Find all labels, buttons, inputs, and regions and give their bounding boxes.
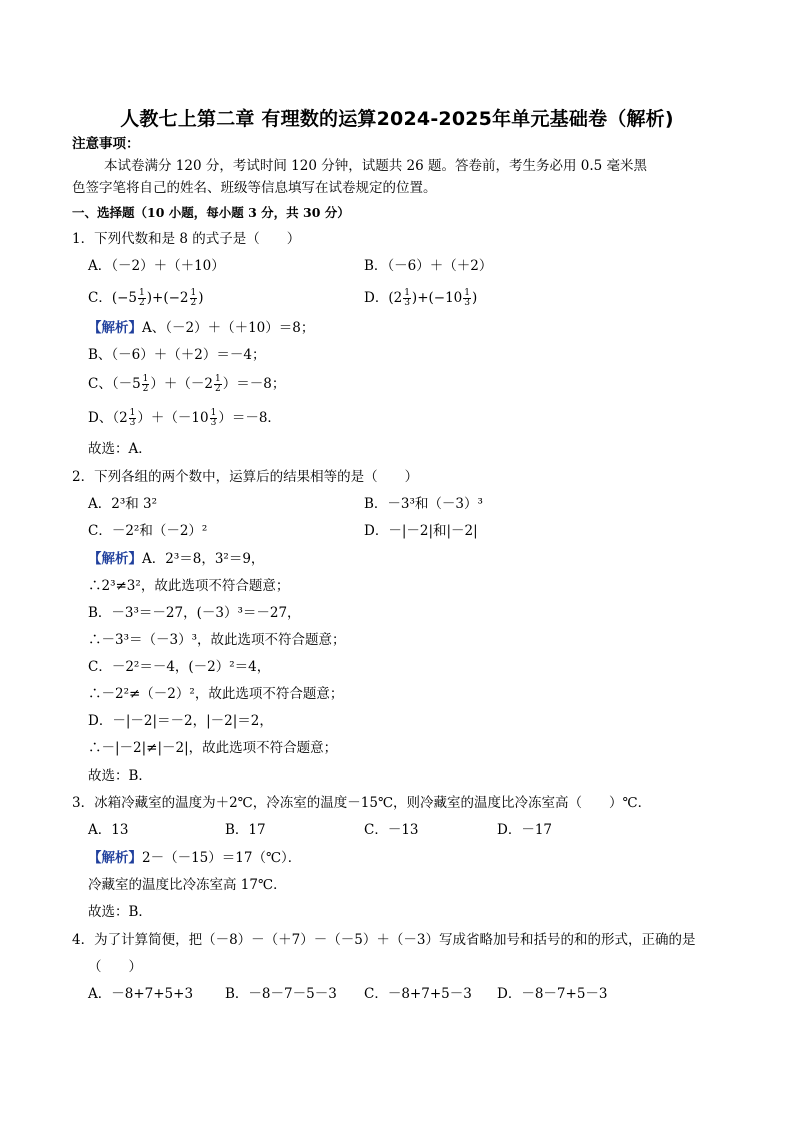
q3-stem: 3．冰箱冷藏室的温度为＋2℃，冷冻室的温度－15℃，则冷藏室的温度比冷冻室高（ ）℃． xyxy=(72,795,652,811)
q1-d-fraction-1: $\frac{1}{3}$ xyxy=(404,288,410,308)
q4-option-d: D．－8－7+5－3 xyxy=(497,986,608,1002)
q3-option-d: D．－17 xyxy=(497,822,553,838)
q1-solution-b: B、（－6）＋（＋2）＝－4； xyxy=(88,347,266,363)
notice-line-2: 色签字笔将自己的姓名、班级等信息填写在试卷规定的位置。 xyxy=(72,180,437,196)
q4-option-c: C．－8+7+5－3 xyxy=(364,986,472,1002)
notice-heading: 注意事项： xyxy=(72,136,140,152)
solution-label: 【解析】 xyxy=(88,320,142,336)
notice-line-1: 本试卷满分 120 分，考试时间 120 分钟，试题共 26 题。答卷前，考生务必用 0.5 毫米黑 xyxy=(104,158,648,174)
q1-option-a: A．（－2）＋（＋10） xyxy=(88,258,225,274)
q3-option-c: C．－13 xyxy=(364,822,419,838)
q2-solution-3: B．－3³＝－27，(－3）³＝－27， xyxy=(88,605,301,621)
q3-answer: 故选：B． xyxy=(88,904,152,920)
q1-option-d: D．(2 $\frac{1}{3}$ )+(−10 $\frac{1}{3}$ ) xyxy=(364,288,478,308)
solution-label: 【解析】 xyxy=(88,551,142,567)
q1-solution-c: C、（－5 $\frac{1}{2}$ ）＋（－2 $\frac{1}{2}$ ）＝－8； xyxy=(88,374,286,394)
q4-stem: 4．为了计算简便，把（－8）－（＋7）－（－5）＋（－3）写成省略加号和括号的和的形式，正确的是 xyxy=(72,932,696,948)
q3-solution-2: 冷藏室的温度比冷冻室高 17℃． xyxy=(88,877,287,893)
q4-option-b: B．－8－7－5－3 xyxy=(225,986,337,1002)
q2-option-b: B．－3³和（－3）³ xyxy=(364,496,483,512)
q2-stem: 2．下列各组的两个数中，运算后的结果相等的是（ ） xyxy=(72,469,419,485)
q1-d-whole-1: (2 xyxy=(388,290,403,306)
q1-answer: 故选：A． xyxy=(88,441,152,457)
solution-label: 【解析】 xyxy=(88,850,142,866)
q2-solution-5: C．－2²＝－4，(－2）²＝4， xyxy=(88,659,271,675)
q2-solution-2: ∴2³≠3²，故此选项不符合题意； xyxy=(88,578,290,594)
q4-stem-paren: （ ） xyxy=(88,959,142,975)
q1-c-whole-1: (−5 xyxy=(111,290,138,306)
q3-option-b: B．17 xyxy=(225,822,266,838)
q1-option-c-prefix: C． xyxy=(88,290,112,306)
q2-solution-1: 【解析】A．2³＝8，3²＝9， xyxy=(88,551,265,567)
q1-d-whole-2: +(−10 xyxy=(417,290,463,306)
q1-option-c: C．(−5 $\frac{1}{2}$ )+(−2 $\frac{1}{2}$ ) xyxy=(88,288,204,308)
q1-solution-d: D、（2 $\frac{1}{3}$ ）＋（－10 $\frac{1}{3}$ ）＝－8． xyxy=(88,408,281,428)
q1-solution-a: 【解析】A、（－2）＋（＋10）＝8； xyxy=(88,320,315,336)
q1-stem: 1．下列代数和是 8 的式子是（ ） xyxy=(72,231,301,247)
q2-solution-6: ∴－2²≠（－2）²，故此选项不符合题意； xyxy=(88,686,344,702)
q3-option-a: A．13 xyxy=(88,822,129,838)
q2-solution-4: ∴－3³＝（－3）³，故此选项不符合题意； xyxy=(88,632,346,648)
q2-answer: 故选：B． xyxy=(88,768,152,784)
q1-option-b: B．（－6）＋（＋2） xyxy=(364,258,493,274)
q4-option-a: A．－8+7+5+3 xyxy=(88,986,194,1002)
q2-solution-7: D．－|－2|＝－2，|－2|＝2， xyxy=(88,713,273,729)
q2-option-d: D．－|－2|和|－2| xyxy=(364,523,478,539)
q1-c-fraction-2: $\frac{1}{2}$ xyxy=(190,288,197,308)
q1-d-fraction-2: $\frac{1}{3}$ xyxy=(464,288,471,308)
q2-option-a: A．2³和 3² xyxy=(88,496,158,512)
q1-c-fraction-1: $\frac{1}{2}$ xyxy=(139,288,145,308)
page-title: 人教七上第二章 有理数的运算2024-2025年单元基础卷（解析) xyxy=(120,108,674,130)
q1-option-d-prefix: D． xyxy=(364,290,389,306)
section-heading: 一、选择题（10 小题，每小题 3 分，共 30 分） xyxy=(72,205,350,220)
q2-option-c: C．－2²和（－2）² xyxy=(88,523,208,539)
q2-solution-8: ∴－|－2|≠|－2|，故此选项不符合题意； xyxy=(88,740,338,756)
q1-c-whole-2: +(−2 xyxy=(152,290,189,306)
q3-solution-1: 【解析】2－（－15）＝17（℃）． xyxy=(88,850,302,866)
